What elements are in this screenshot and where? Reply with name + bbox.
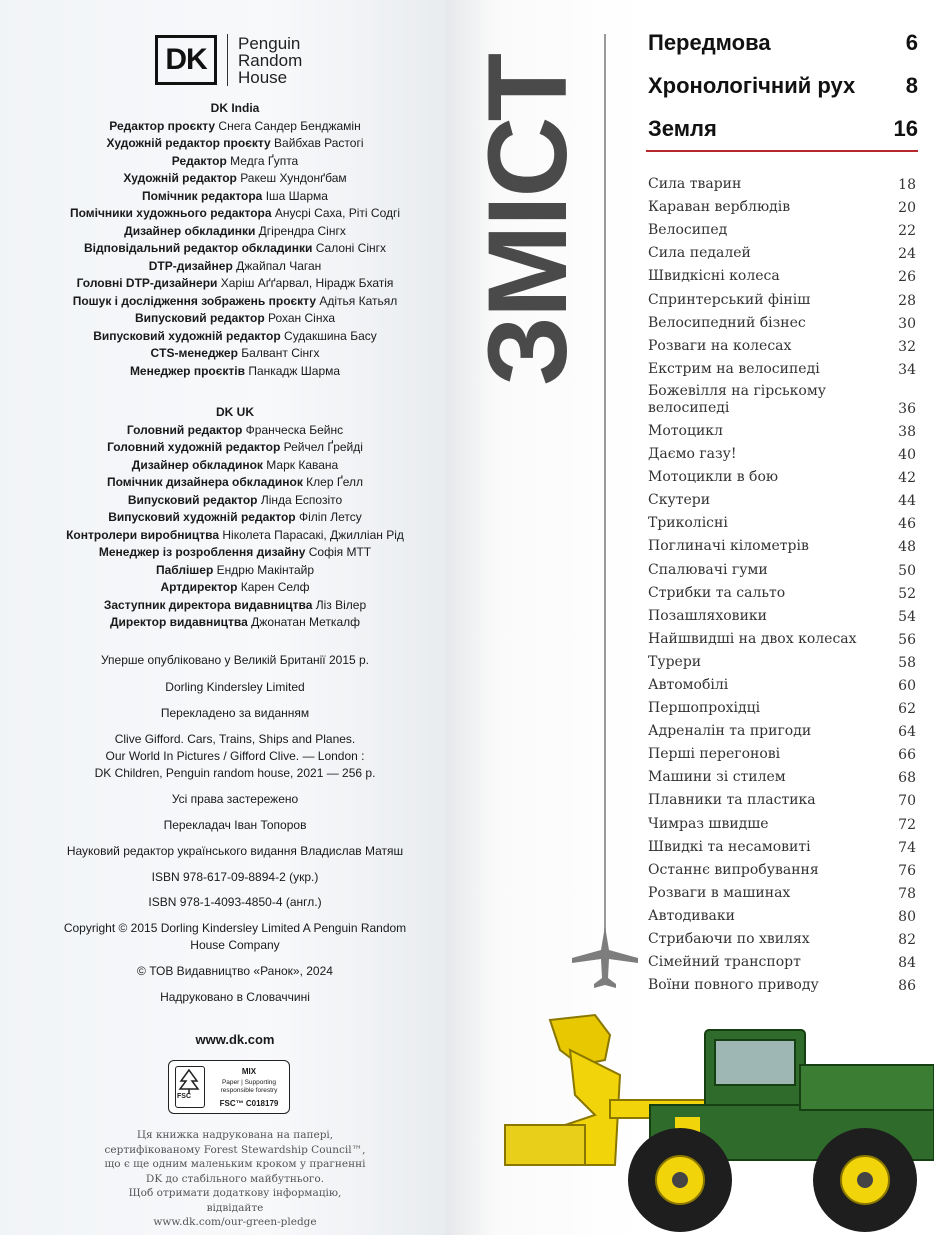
credit-role: Редактор проєкту bbox=[109, 118, 216, 133]
credit-name: Марк Кавана bbox=[266, 457, 339, 472]
toc-item[interactable] bbox=[648, 440, 916, 463]
pledge-line: DK до стабільного майбутнього. bbox=[145, 1172, 325, 1185]
pub-line: Dorling Kindersley Limited bbox=[165, 680, 305, 694]
credit-name: Іша Шарма bbox=[265, 188, 328, 203]
credit-name: Лінда Еспозіто bbox=[260, 492, 343, 507]
fsc-tree-icon bbox=[175, 1066, 205, 1108]
credit-role: CTS-менеджер bbox=[150, 346, 238, 360]
toc-item-title: Турери bbox=[648, 653, 702, 670]
credit-line bbox=[20, 345, 450, 363]
credit-name: Карен Селф bbox=[240, 580, 310, 594]
credit-name: Дгірендра Сінгх bbox=[258, 223, 346, 238]
toc-main-item[interactable] bbox=[648, 73, 918, 99]
toc-item-title: Мотоцикли в бою bbox=[648, 469, 779, 486]
credit-line bbox=[20, 457, 450, 475]
toc-item-title: Стрибаючи по хвилях bbox=[648, 931, 810, 947]
toc-item[interactable] bbox=[648, 417, 916, 440]
credit-line bbox=[20, 328, 450, 346]
credit-line bbox=[20, 492, 450, 510]
credit-name: Медга Ґупта bbox=[230, 153, 299, 168]
toc-item[interactable] bbox=[648, 239, 916, 262]
contents-title bbox=[465, 30, 591, 410]
credit-role: Заступник директора видавництва bbox=[103, 597, 313, 612]
toc-item[interactable] bbox=[648, 625, 916, 648]
toc-item-page: 46 bbox=[898, 516, 916, 533]
credit-name: Балвант Сінгх bbox=[241, 346, 320, 360]
toc-item-title: Поглиначі кілометрів bbox=[648, 538, 809, 555]
toc-item-title: Божевілля на гірському велосипеді bbox=[648, 382, 826, 416]
forestry-machine-illustration bbox=[500, 1005, 934, 1235]
toc-item-title: Мотоцикл bbox=[648, 422, 723, 439]
credit-line bbox=[20, 527, 450, 545]
toc-item[interactable] bbox=[648, 740, 916, 763]
credit-line bbox=[20, 135, 450, 153]
toc-item-title: Найшвидші на двох колесах bbox=[648, 630, 857, 647]
dk-india-heading: DK India bbox=[210, 101, 260, 115]
credit-name: Клер Ґелл bbox=[306, 475, 363, 489]
credit-role: Випусковий редактор bbox=[127, 492, 258, 507]
green-pledge bbox=[100, 1128, 370, 1230]
toc-item-title: Даємо газу! bbox=[648, 446, 737, 463]
credit-role: Артдиректор bbox=[160, 580, 238, 594]
toc-item-page: 20 bbox=[898, 200, 916, 217]
toc-item[interactable] bbox=[648, 856, 916, 879]
dk-uk-heading: DK UK bbox=[216, 405, 254, 419]
timeline-line bbox=[604, 34, 606, 944]
fsc-mix: MIX bbox=[241, 1067, 257, 1076]
airplane-icon bbox=[570, 924, 640, 990]
toc-item[interactable] bbox=[648, 833, 916, 856]
toc-item-page: 42 bbox=[898, 470, 916, 487]
toc-item[interactable] bbox=[648, 671, 916, 694]
credit-line bbox=[20, 363, 450, 381]
toc-item-page: 34 bbox=[898, 361, 916, 378]
toc-item-page: 26 bbox=[898, 269, 916, 286]
toc-item-title: Перші перегонові bbox=[648, 746, 781, 763]
toc-main-page: 16 bbox=[893, 116, 918, 141]
credit-name: Салоні Сінгх bbox=[315, 241, 386, 255]
toc-item[interactable] bbox=[648, 532, 916, 555]
toc-item-title: Плавники та пластика bbox=[648, 792, 816, 809]
pub-line: Надруковано в Словаччині bbox=[160, 990, 310, 1004]
toc-item-page: 68 bbox=[898, 770, 916, 787]
credit-name: Ракеш Хундонґбам bbox=[240, 171, 347, 185]
toc-main-item[interactable] bbox=[648, 116, 918, 142]
pledge-line: Ця книжка надрукована на папері, bbox=[136, 1129, 334, 1141]
toc-item[interactable] bbox=[648, 902, 916, 925]
credit-name: Судакшина Басу bbox=[284, 328, 377, 343]
toc-item-title: Першопрохідці bbox=[648, 700, 761, 717]
toc-item[interactable] bbox=[648, 602, 916, 625]
toc-item-title: Автодиваки bbox=[648, 907, 735, 924]
toc-main-title: Хронологічний рух bbox=[648, 73, 856, 98]
credit-name: Адітья Катьял bbox=[319, 293, 398, 308]
toc-item-page: 38 bbox=[898, 423, 916, 440]
toc-item-page: 48 bbox=[898, 539, 916, 556]
toc-item-title: Швидкі та несамовиті bbox=[648, 838, 811, 855]
toc-item[interactable] bbox=[648, 579, 916, 602]
toc-item-title: Останнє випробування bbox=[648, 861, 819, 878]
toc-item[interactable] bbox=[648, 694, 916, 717]
toc-item[interactable] bbox=[648, 262, 916, 285]
toc-item-page: 18 bbox=[898, 177, 916, 194]
pub-line: ISBN 978-1-4093-4850-4 (англ.) bbox=[148, 895, 322, 909]
dk-penguin-logo bbox=[155, 32, 302, 88]
toc-item[interactable] bbox=[648, 309, 916, 332]
credit-line bbox=[20, 170, 450, 188]
credit-role: Помічники художнього редактора bbox=[69, 206, 272, 220]
toc-item-title: Велосипедний бізнес bbox=[648, 314, 806, 331]
credit-name: Ліз Вілер bbox=[315, 597, 367, 612]
credit-role: Контролери виробництва bbox=[66, 527, 220, 542]
credit-role: Художній редактор bbox=[123, 171, 237, 185]
fsc-code: FSC™ C018179 bbox=[219, 1099, 279, 1108]
toc-main-title: Передмова bbox=[648, 30, 771, 55]
credit-line bbox=[20, 223, 450, 241]
toc-item-title: Розваги в машинах bbox=[648, 884, 791, 901]
toc-main-item[interactable] bbox=[648, 30, 918, 56]
fsc-subtitle: Paper | Supporting responsible forestry bbox=[220, 1079, 278, 1094]
toc-item-title: Спалювачі гуми bbox=[648, 561, 768, 578]
dk-uk-credits bbox=[20, 404, 450, 632]
credit-role: Головні DTP-дизайнери bbox=[76, 276, 218, 290]
toc-item-title: Велосипед bbox=[648, 222, 728, 239]
toc-item-title: Позашляховики bbox=[648, 607, 767, 624]
fsc-label: FSC bbox=[177, 1093, 191, 1100]
credit-role: Відповідальний редактор обкладинки bbox=[84, 241, 313, 255]
toc-item-page: 24 bbox=[898, 246, 916, 263]
logo-divider bbox=[227, 34, 228, 86]
section-rule bbox=[646, 150, 918, 152]
credit-name: Вайбхав Растогі bbox=[274, 136, 364, 150]
toc-item-title: Адреналін та пригоди bbox=[648, 723, 812, 740]
toc-item-title: Швидкісні колеса bbox=[648, 268, 780, 285]
fsc-logo bbox=[168, 1060, 290, 1114]
credit-role: Головний редактор bbox=[126, 422, 243, 437]
toc-item-page: 74 bbox=[898, 839, 916, 856]
toc-item-page: 80 bbox=[898, 908, 916, 925]
credit-role: Редактор bbox=[171, 153, 227, 168]
wordmark-line-2: Random bbox=[238, 50, 303, 70]
toc-item[interactable] bbox=[648, 332, 916, 355]
toc-main-page: 8 bbox=[905, 73, 918, 98]
credit-name: Філіп Летсу bbox=[298, 510, 362, 524]
imprint-page bbox=[0, 0, 446, 1235]
toc-item[interactable] bbox=[648, 193, 916, 216]
toc-item[interactable] bbox=[648, 285, 916, 308]
toc-item-title: Автомобілі bbox=[648, 676, 729, 693]
credit-line bbox=[20, 118, 450, 136]
credit-role: Випусковий художній редактор bbox=[108, 510, 296, 524]
contents-title-text: ЗМІСТ bbox=[465, 54, 591, 386]
toc-item-page: 76 bbox=[898, 862, 916, 879]
credit-line bbox=[20, 205, 450, 223]
toc-item-page: 22 bbox=[898, 223, 916, 240]
toc-item-page: 60 bbox=[898, 677, 916, 694]
toc-item[interactable] bbox=[648, 948, 916, 971]
dk-logo-box: DK bbox=[155, 35, 217, 85]
credit-line bbox=[20, 275, 450, 293]
credit-line bbox=[20, 422, 450, 440]
pub-line: Перекладено за виданням bbox=[160, 706, 310, 720]
pledge-line: www.dk.com/our-green-pledge bbox=[153, 1216, 317, 1228]
credit-line bbox=[20, 310, 450, 328]
pub-line: ISBN 978-617-09-8894-2 (укр.) bbox=[151, 870, 319, 884]
toc-item[interactable] bbox=[648, 463, 916, 486]
pub-line: Уперше опубліковано у Великій Британії 2015 р. bbox=[100, 653, 370, 667]
pub-line: Copyright © 2015 Dorling Kindersley Limited A Penguin Random House Company bbox=[63, 921, 407, 952]
pub-line: Clive Gifford. Cars, Trains, Ships and Planes. Our World In Pictures / Gifford Clive. — London : DK Children, Penguin random house, 2021 — 256 р. bbox=[94, 732, 376, 780]
toc-item[interactable] bbox=[648, 809, 916, 832]
toc-item-title: Чимраз швидше bbox=[648, 815, 769, 832]
toc-item[interactable] bbox=[648, 763, 916, 786]
toc-item-page: 54 bbox=[898, 608, 916, 625]
toc-main-page: 6 bbox=[905, 30, 918, 55]
credit-line bbox=[20, 579, 450, 597]
credit-line bbox=[20, 439, 450, 457]
dk-india-list bbox=[20, 118, 450, 381]
wordmark-line-3: House bbox=[238, 67, 288, 87]
pledge-line: Щоб отримати додаткову інформацію, відвідайте bbox=[128, 1187, 342, 1214]
toc-item-title: Воїни повного приводу bbox=[648, 977, 819, 994]
pub-line: Усі права застережено bbox=[171, 792, 299, 806]
credit-role: Директор видавництва bbox=[109, 615, 248, 629]
credit-role: DTP-дизайнер bbox=[148, 258, 233, 273]
toc-item-page: 28 bbox=[898, 292, 916, 309]
credit-role: Помічник дизайнера обкладинок bbox=[107, 475, 303, 489]
toc-item[interactable] bbox=[648, 971, 916, 994]
dk-uk-list bbox=[20, 422, 450, 632]
toc-item[interactable] bbox=[648, 717, 916, 740]
toc-item[interactable] bbox=[648, 555, 916, 578]
pub-line: Науковий редактор українського видання Владислав Матяш bbox=[66, 844, 404, 858]
credit-name: Джонатан Меткалф bbox=[251, 615, 360, 629]
dk-india-credits bbox=[20, 100, 450, 380]
toc-item[interactable] bbox=[648, 786, 916, 809]
credit-line bbox=[20, 474, 450, 492]
toc-item-page: 70 bbox=[898, 793, 916, 810]
toc-item-title: Спринтерський фініш bbox=[648, 291, 811, 308]
credit-line bbox=[20, 240, 450, 258]
credit-line bbox=[20, 293, 450, 311]
toc-item-title: Скутери bbox=[648, 492, 711, 509]
toc-item[interactable] bbox=[648, 648, 916, 671]
toc-item[interactable] bbox=[648, 378, 916, 417]
credit-line bbox=[20, 544, 450, 562]
toc-item-title: Розваги на колесах bbox=[648, 337, 792, 354]
toc-item-title: Сімейний транспорт bbox=[648, 954, 801, 971]
toc-item-page: 36 bbox=[898, 400, 916, 417]
credit-role: Головний художній редактор bbox=[107, 440, 281, 454]
penguin-random-house-wordmark bbox=[238, 35, 302, 86]
toc-item-page: 62 bbox=[898, 701, 916, 718]
toc-item[interactable] bbox=[648, 216, 916, 239]
toc-item-page: 86 bbox=[898, 978, 916, 995]
credit-role: Паблішер bbox=[155, 562, 214, 577]
pledge-line: сертифікованому Forest Stewardship Council™, bbox=[104, 1143, 366, 1156]
credit-name: Харіш Аґґарвал, Нірадж Бхатія bbox=[220, 276, 394, 290]
credit-line bbox=[20, 188, 450, 206]
credit-role: Пошук і дослідження зображень проєкту bbox=[72, 293, 317, 308]
toc-item-page: 44 bbox=[898, 493, 916, 510]
credit-line bbox=[20, 597, 450, 615]
toc-item-page: 40 bbox=[898, 447, 916, 464]
toc-item-page: 78 bbox=[898, 885, 916, 902]
toc-item-title: Сила тварин bbox=[648, 176, 742, 193]
toc-item[interactable] bbox=[648, 355, 916, 378]
toc-item[interactable] bbox=[648, 486, 916, 509]
dk-website: www.dk.com bbox=[195, 1032, 275, 1047]
pub-line: © ТОВ Видавництво «Ранок», 2024 bbox=[137, 964, 333, 978]
credit-role: Випусковий художній редактор bbox=[93, 328, 281, 343]
credit-name: Анусрі Саха, Ріті Содгі bbox=[274, 206, 401, 220]
toc-item-page: 72 bbox=[898, 816, 916, 833]
toc-item-page: 66 bbox=[898, 747, 916, 764]
toc-item-page: 58 bbox=[898, 654, 916, 671]
credit-role: Випусковий редактор bbox=[134, 311, 265, 325]
credit-name: Франческа Бейнс bbox=[245, 422, 344, 437]
credit-role: Менеджер із розроблення дизайну bbox=[98, 545, 306, 559]
toc-item-page: 56 bbox=[898, 631, 916, 648]
toc-item-title: Машини зі стилем bbox=[648, 769, 786, 786]
toc-item-page: 50 bbox=[898, 562, 916, 579]
credit-name: Джайпал Чаган bbox=[236, 258, 322, 273]
toc-item-page: 64 bbox=[898, 724, 916, 741]
credit-role: Помічник редактора bbox=[142, 188, 263, 203]
credit-name: Ніколета Парасакі, Джилліан Рід bbox=[222, 527, 404, 542]
toc-item[interactable] bbox=[648, 170, 916, 193]
toc-item-title: Триколісні bbox=[648, 515, 728, 532]
toc-item-page: 52 bbox=[898, 585, 916, 602]
wordmark-line-1: Penguin bbox=[238, 33, 301, 53]
toc-item-title: Екстрим на велосипеді bbox=[648, 360, 820, 377]
credit-name: Софія МТТ bbox=[308, 545, 372, 559]
pub-line: Перекладач Іван Топоров bbox=[163, 818, 307, 832]
credit-name: Ендрю Макінтайр bbox=[216, 562, 315, 577]
credit-name: Рохан Сінха bbox=[268, 311, 336, 325]
credit-role: Дизайнер обкладинки bbox=[124, 223, 256, 238]
toc-main-title: Земля bbox=[648, 116, 717, 141]
toc-item-title: Сила педалей bbox=[648, 245, 751, 262]
toc-item-page: 32 bbox=[898, 338, 916, 355]
credit-name: Снега Сандер Бенджамін bbox=[218, 118, 361, 133]
toc-item[interactable] bbox=[648, 509, 916, 532]
credit-role: Менеджер проєктів bbox=[129, 363, 245, 378]
toc-item-page: 82 bbox=[898, 932, 916, 948]
toc-item[interactable] bbox=[648, 879, 916, 902]
pledge-line: що є ще одним маленьким кроком у прагненні bbox=[104, 1158, 366, 1170]
credit-name: Рейчел Ґрейді bbox=[283, 440, 363, 454]
credit-line bbox=[20, 614, 450, 632]
toc-list bbox=[648, 170, 916, 994]
credit-role: Дизайнер обкладинок bbox=[131, 457, 263, 472]
toc-item-title: Стрибки та сальто bbox=[648, 584, 786, 601]
credit-line bbox=[20, 562, 450, 580]
credit-role: Художній редактор проєкту bbox=[106, 136, 271, 150]
credit-line bbox=[20, 258, 450, 276]
credit-line bbox=[20, 509, 450, 527]
toc-item-title: Караван верблюдів bbox=[648, 199, 791, 216]
toc-item-page: 30 bbox=[898, 315, 916, 332]
credit-name: Панкадж Шарма bbox=[248, 363, 341, 378]
toc-item-page: 84 bbox=[898, 955, 916, 972]
toc-item[interactable] bbox=[648, 925, 916, 948]
credit-line bbox=[20, 153, 450, 171]
